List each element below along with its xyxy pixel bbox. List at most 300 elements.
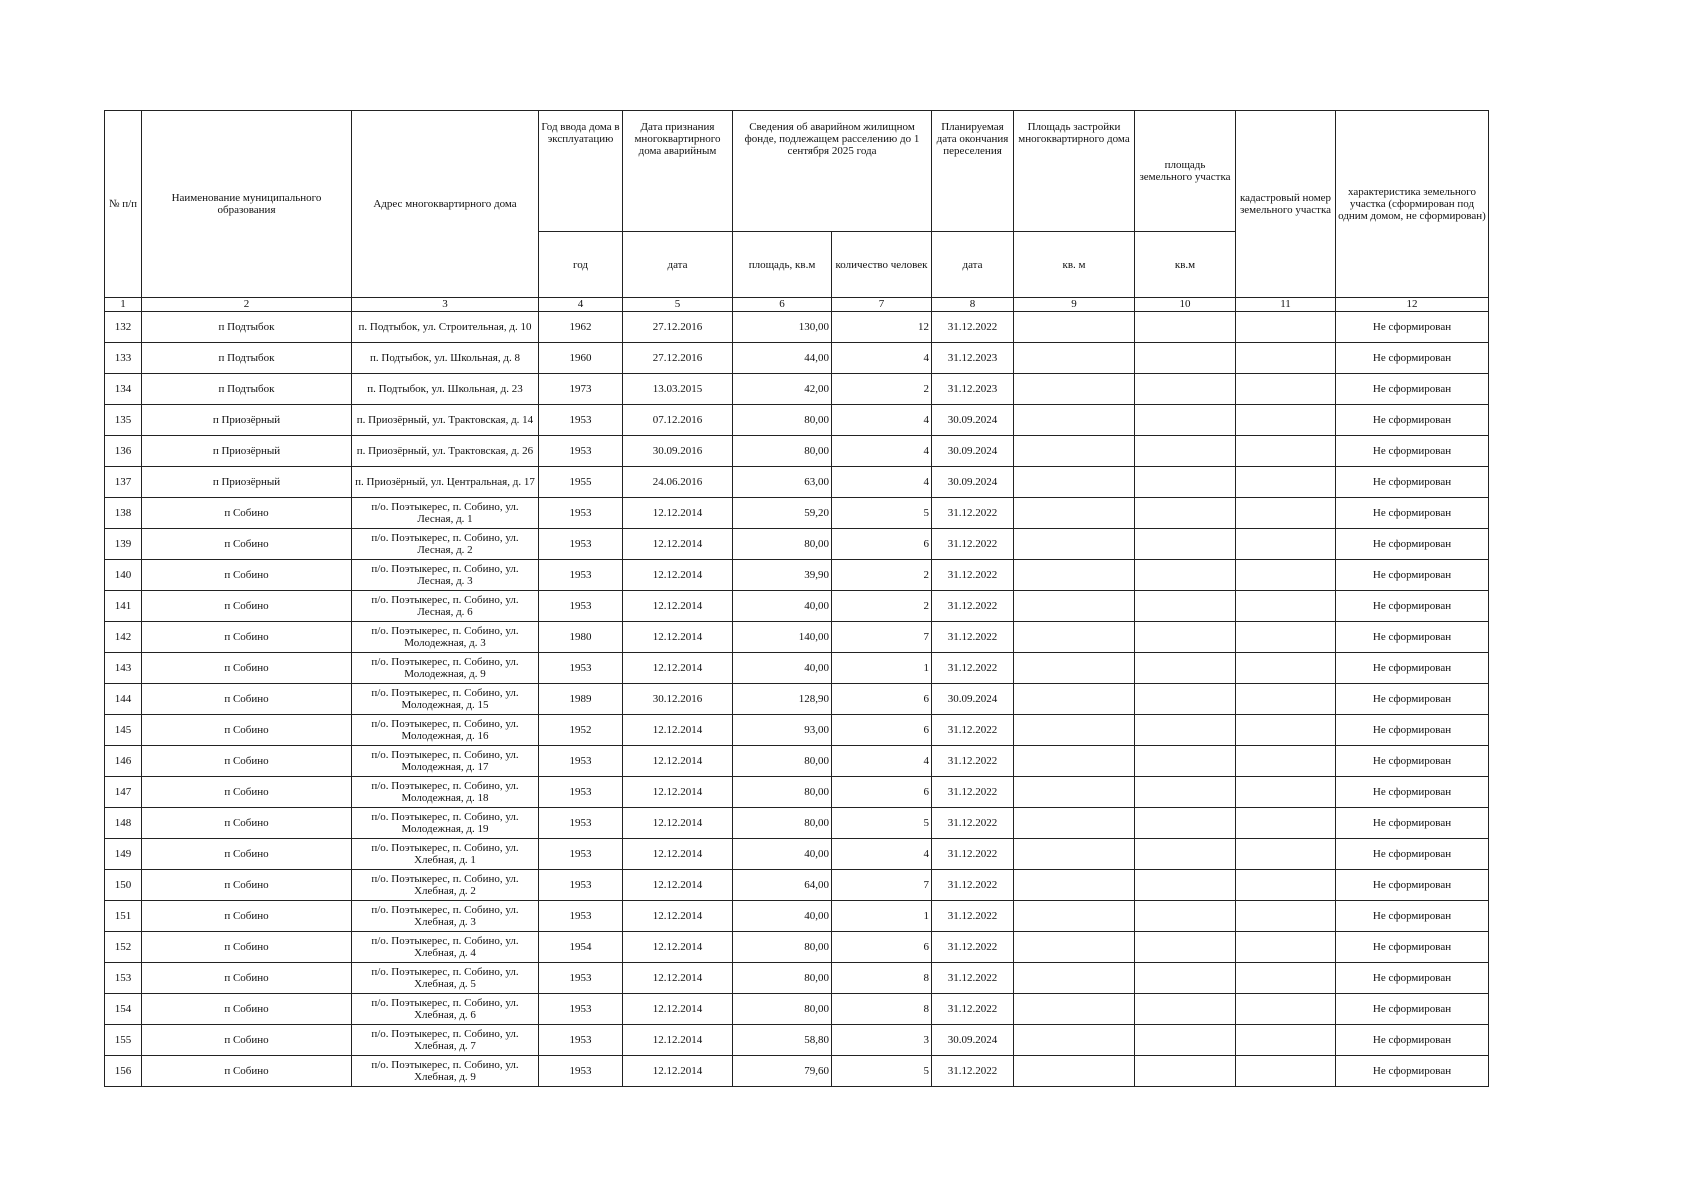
cell-index: 153 [105,963,142,994]
cell-land-area [1135,746,1236,777]
cell-municipality: п Приозёрный [142,467,352,498]
cell-land-characteristic: Не сформирован [1336,343,1489,374]
cell-address: п/о. Поэтыкерес, п. Собино, ул. Лесная, д. 3 [352,560,539,591]
cell-recognition-date: 12.12.2014 [623,963,733,994]
table-row [105,467,1489,498]
cell-planned-date: 31.12.2022 [932,839,1014,870]
cell-address: п/о. Поэтыкерес, п. Собино, ул. Молодежная, д. 17 [352,746,539,777]
cell-land-area [1135,839,1236,870]
cell-area: 40,00 [733,653,832,684]
cell-planned-date: 31.12.2022 [932,746,1014,777]
cell-address: п/о. Поэтыкерес, п. Собино, ул. Лесная, д. 2 [352,529,539,560]
cell-people: 1 [832,653,932,684]
cell-building-area [1014,684,1135,715]
cell-planned-date: 30.09.2024 [932,684,1014,715]
cell-planned-date: 31.12.2022 [932,777,1014,808]
cell-year: 1980 [539,622,623,653]
cell-land-characteristic: Не сформирован [1336,746,1489,777]
header-recognition-date: Дата признания многоквартирного дома аварийным [623,111,733,232]
cell-address: п/о. Поэтыкерес, п. Собино, ул. Хлебная, д. 9 [352,1056,539,1087]
column-number: 5 [623,298,733,312]
cell-land-characteristic: Не сформирован [1336,777,1489,808]
cell-land-characteristic: Не сформирован [1336,932,1489,963]
cell-recognition-date: 12.12.2014 [623,1025,733,1056]
table-row [105,715,1489,746]
cell-address: п/о. Поэтыкерес, п. Собино, ул. Молодежная, д. 9 [352,653,539,684]
cell-building-area [1014,932,1135,963]
cell-address: п/о. Поэтыкерес, п. Собино, ул. Хлебная, д. 7 [352,1025,539,1056]
cell-cadastral-number [1236,839,1336,870]
cell-recognition-date: 07.12.2016 [623,405,733,436]
cell-year: 1973 [539,374,623,405]
cell-index: 136 [105,436,142,467]
cell-address: п/о. Поэтыкерес, п. Собино, ул. Хлебная, д. 2 [352,870,539,901]
cell-planned-date: 31.12.2022 [932,622,1014,653]
cell-area: 130,00 [733,312,832,343]
subheader-year: год [539,232,623,298]
table-row [105,560,1489,591]
cell-municipality: п Собино [142,1025,352,1056]
cell-area: 128,90 [733,684,832,715]
cell-year: 1989 [539,684,623,715]
cell-municipality: п Собино [142,901,352,932]
cell-address: п/о. Поэтыкерес, п. Собино, ул. Молодежная, д. 3 [352,622,539,653]
cell-address: п. Подтыбок, ул. Школьная, д. 8 [352,343,539,374]
table-row [105,591,1489,622]
cell-cadastral-number [1236,715,1336,746]
cell-index: 137 [105,467,142,498]
cell-recognition-date: 12.12.2014 [623,653,733,684]
cell-address: п/о. Поэтыкерес, п. Собино, ул. Молодежная, д. 19 [352,808,539,839]
cell-recognition-date: 12.12.2014 [623,715,733,746]
column-number: 7 [832,298,932,312]
cell-year: 1953 [539,963,623,994]
cell-people: 8 [832,994,932,1025]
cell-land-area [1135,1056,1236,1087]
cell-recognition-date: 12.12.2014 [623,870,733,901]
cell-land-characteristic: Не сформирован [1336,622,1489,653]
cell-land-area [1135,467,1236,498]
header-address: Адрес многоквартирного дома [352,111,539,298]
header-municipality: Наименование муниципального образования [142,111,352,298]
cell-area: 58,80 [733,1025,832,1056]
cell-land-area [1135,622,1236,653]
cell-municipality: п Собино [142,1056,352,1087]
table-row [105,405,1489,436]
cell-year: 1960 [539,343,623,374]
cell-area: 93,00 [733,715,832,746]
cell-year: 1953 [539,901,623,932]
cell-index: 149 [105,839,142,870]
cell-recognition-date: 27.12.2016 [623,312,733,343]
cell-year: 1953 [539,560,623,591]
cell-land-characteristic: Не сформирован [1336,405,1489,436]
cell-land-characteristic: Не сформирован [1336,1056,1489,1087]
cell-planned-date: 31.12.2022 [932,560,1014,591]
cell-municipality: п Подтыбок [142,312,352,343]
cell-cadastral-number [1236,870,1336,901]
cell-municipality: п Собино [142,498,352,529]
cell-land-characteristic: Не сформирован [1336,1025,1489,1056]
cell-year: 1953 [539,1025,623,1056]
cell-planned-date: 31.12.2022 [932,1056,1014,1087]
cell-people: 2 [832,591,932,622]
cell-municipality: п Собино [142,746,352,777]
cell-recognition-date: 27.12.2016 [623,343,733,374]
cell-people: 6 [832,932,932,963]
header-land-characteristic: характеристика земельного участка (сформирован под одним домом, не сформирован) [1336,111,1489,298]
column-numbers-row [105,298,1489,312]
cell-land-characteristic: Не сформирован [1336,498,1489,529]
cell-address: п/о. Поэтыкерес, п. Собино, ул. Молодежная, д. 18 [352,777,539,808]
table-row [105,870,1489,901]
cell-address: п/о. Поэтыкерес, п. Собино, ул. Хлебная, д. 4 [352,932,539,963]
cell-municipality: п Собино [142,529,352,560]
cell-people: 12 [832,312,932,343]
cell-index: 156 [105,1056,142,1087]
header-index: № п/п [105,111,142,298]
cell-index: 147 [105,777,142,808]
cell-recognition-date: 12.12.2014 [623,746,733,777]
cell-people: 6 [832,715,932,746]
table-row [105,839,1489,870]
cell-building-area [1014,653,1135,684]
column-number: 8 [932,298,1014,312]
cell-planned-date: 30.09.2024 [932,467,1014,498]
cell-cadastral-number [1236,436,1336,467]
cell-year: 1954 [539,932,623,963]
cell-year: 1962 [539,312,623,343]
cell-people: 8 [832,963,932,994]
cell-people: 4 [832,436,932,467]
cell-planned-date: 31.12.2022 [932,901,1014,932]
cell-building-area [1014,808,1135,839]
cell-municipality: п Собино [142,684,352,715]
cell-people: 2 [832,374,932,405]
cell-year: 1953 [539,498,623,529]
cell-planned-date: 31.12.2022 [932,715,1014,746]
cell-area: 63,00 [733,467,832,498]
cell-recognition-date: 12.12.2014 [623,808,733,839]
cell-municipality: п Собино [142,622,352,653]
cell-address: п/о. Поэтыкерес, п. Собино, ул. Хлебная, д. 5 [352,963,539,994]
cell-index: 140 [105,560,142,591]
cell-address: п/о. Поэтыкерес, п. Собино, ул. Хлебная, д. 6 [352,994,539,1025]
cell-people: 1 [832,901,932,932]
cell-land-characteristic: Не сформирован [1336,963,1489,994]
cell-recognition-date: 12.12.2014 [623,498,733,529]
cell-building-area [1014,560,1135,591]
cell-cadastral-number [1236,343,1336,374]
cell-land-area [1135,932,1236,963]
cell-municipality: п Собино [142,808,352,839]
cell-building-area [1014,870,1135,901]
cell-address: п/о. Поэтыкерес, п. Собино, ул. Молодежная, д. 16 [352,715,539,746]
table-body [105,312,1489,1087]
cell-land-area [1135,901,1236,932]
cell-year: 1953 [539,839,623,870]
cell-land-area [1135,591,1236,622]
cell-cadastral-number [1236,746,1336,777]
cell-municipality: п Собино [142,777,352,808]
cell-municipality: п Приозёрный [142,436,352,467]
cell-index: 148 [105,808,142,839]
cell-building-area [1014,343,1135,374]
cell-planned-date: 31.12.2022 [932,312,1014,343]
cell-municipality: п Собино [142,839,352,870]
cell-land-area [1135,498,1236,529]
table-row [105,901,1489,932]
cell-planned-date: 30.09.2024 [932,1025,1014,1056]
cell-planned-date: 31.12.2023 [932,343,1014,374]
cell-municipality: п Собино [142,994,352,1025]
cell-cadastral-number [1236,684,1336,715]
cell-index: 134 [105,374,142,405]
cell-index: 138 [105,498,142,529]
cell-cadastral-number [1236,1025,1336,1056]
cell-index: 144 [105,684,142,715]
cell-municipality: п Подтыбок [142,343,352,374]
table-row [105,498,1489,529]
cell-area: 40,00 [733,839,832,870]
cell-municipality: п Собино [142,963,352,994]
cell-land-area [1135,343,1236,374]
cell-municipality: п Собино [142,870,352,901]
cell-area: 80,00 [733,994,832,1025]
cell-cadastral-number [1236,994,1336,1025]
table-row [105,932,1489,963]
cell-municipality: п Собино [142,653,352,684]
header-cadastral-number: кадастровый номер земельного участка [1236,111,1336,298]
cell-area: 59,20 [733,498,832,529]
cell-area: 80,00 [733,746,832,777]
header-land-area: площадь земельного участка [1135,111,1236,232]
cell-land-characteristic: Не сформирован [1336,901,1489,932]
cell-people: 5 [832,498,932,529]
cell-people: 7 [832,622,932,653]
cell-building-area [1014,901,1135,932]
cell-index: 154 [105,994,142,1025]
cell-area: 44,00 [733,343,832,374]
cell-address: п. Подтыбок, ул. Школьная, д. 23 [352,374,539,405]
cell-people: 4 [832,746,932,777]
cell-building-area [1014,467,1135,498]
cell-area: 80,00 [733,963,832,994]
header-emergency-fund: Сведения об аварийном жилищном фонде, подлежащем расселению до 1 сентября 2025 года [733,111,932,232]
table-row [105,436,1489,467]
column-number: 9 [1014,298,1135,312]
cell-planned-date: 31.12.2022 [932,932,1014,963]
cell-building-area [1014,994,1135,1025]
table-row [105,1025,1489,1056]
header-building-area: Площадь застройки многоквартирного дома [1014,111,1135,232]
cell-year: 1953 [539,870,623,901]
cell-cadastral-number [1236,498,1336,529]
subheader-area: площадь, кв.м [733,232,832,298]
cell-planned-date: 30.09.2024 [932,405,1014,436]
cell-municipality: п Собино [142,932,352,963]
cell-land-characteristic: Не сформирован [1336,684,1489,715]
cell-people: 6 [832,777,932,808]
cell-people: 7 [832,870,932,901]
cell-building-area [1014,839,1135,870]
cell-index: 150 [105,870,142,901]
cell-building-area [1014,436,1135,467]
table-row [105,1056,1489,1087]
cell-people: 3 [832,1025,932,1056]
table-row [105,808,1489,839]
cell-land-characteristic: Не сформирован [1336,591,1489,622]
cell-building-area [1014,591,1135,622]
cell-people: 6 [832,684,932,715]
cell-area: 42,00 [733,374,832,405]
cell-cadastral-number [1236,777,1336,808]
cell-area: 80,00 [733,808,832,839]
cell-address: п/о. Поэтыкерес, п. Собино, ул. Лесная, д. 6 [352,591,539,622]
cell-building-area [1014,715,1135,746]
cell-building-area [1014,498,1135,529]
cell-address: п. Приозёрный, ул. Трактовская, д. 14 [352,405,539,436]
cell-building-area [1014,374,1135,405]
cell-index: 139 [105,529,142,560]
column-number: 2 [142,298,352,312]
cell-area: 39,90 [733,560,832,591]
cell-cadastral-number [1236,963,1336,994]
cell-cadastral-number [1236,622,1336,653]
cell-building-area [1014,777,1135,808]
cell-cadastral-number [1236,1056,1336,1087]
cell-land-area [1135,436,1236,467]
cell-planned-date: 31.12.2022 [932,870,1014,901]
cell-cadastral-number [1236,901,1336,932]
cell-land-area [1135,715,1236,746]
cell-cadastral-number [1236,560,1336,591]
cell-planned-date: 31.12.2022 [932,529,1014,560]
cell-building-area [1014,1025,1135,1056]
cell-address: п/о. Поэтыкерес, п. Собино, ул. Лесная, д. 1 [352,498,539,529]
column-number: 10 [1135,298,1236,312]
cell-recognition-date: 30.09.2016 [623,436,733,467]
cell-recognition-date: 12.12.2014 [623,622,733,653]
cell-cadastral-number [1236,467,1336,498]
table-row [105,777,1489,808]
cell-cadastral-number [1236,808,1336,839]
cell-people: 5 [832,1056,932,1087]
cell-year: 1953 [539,994,623,1025]
cell-cadastral-number [1236,312,1336,343]
cell-land-characteristic: Не сформирован [1336,374,1489,405]
cell-cadastral-number [1236,653,1336,684]
cell-year: 1953 [539,777,623,808]
cell-recognition-date: 12.12.2014 [623,901,733,932]
cell-planned-date: 31.12.2022 [932,994,1014,1025]
cell-land-characteristic: Не сформирован [1336,808,1489,839]
cell-recognition-date: 12.12.2014 [623,529,733,560]
cell-address: п. Подтыбок, ул. Строительная, д. 10 [352,312,539,343]
cell-municipality: п Подтыбок [142,374,352,405]
cell-area: 80,00 [733,932,832,963]
cell-year: 1953 [539,591,623,622]
subheader-land-area-unit: кв.м [1135,232,1236,298]
cell-planned-date: 31.12.2022 [932,591,1014,622]
cell-land-area [1135,994,1236,1025]
cell-planned-date: 30.09.2024 [932,436,1014,467]
cell-people: 5 [832,808,932,839]
cell-planned-date: 31.12.2023 [932,374,1014,405]
cell-address: п. Приозёрный, ул. Центральная, д. 17 [352,467,539,498]
cell-area: 80,00 [733,529,832,560]
cell-cadastral-number [1236,529,1336,560]
cell-land-area [1135,963,1236,994]
cell-people: 4 [832,839,932,870]
cell-area: 40,00 [733,901,832,932]
column-number: 11 [1236,298,1336,312]
cell-land-characteristic: Не сформирован [1336,467,1489,498]
cell-index: 155 [105,1025,142,1056]
cell-index: 152 [105,932,142,963]
cell-index: 133 [105,343,142,374]
cell-land-area [1135,560,1236,591]
column-number: 1 [105,298,142,312]
cell-recognition-date: 12.12.2014 [623,591,733,622]
cell-recognition-date: 12.12.2014 [623,777,733,808]
cell-building-area [1014,746,1135,777]
cell-year: 1953 [539,405,623,436]
cell-index: 151 [105,901,142,932]
table-row [105,994,1489,1025]
table-row [105,963,1489,994]
cell-area: 64,00 [733,870,832,901]
cell-land-area [1135,808,1236,839]
cell-index: 141 [105,591,142,622]
cell-index: 135 [105,405,142,436]
cell-planned-date: 31.12.2022 [932,653,1014,684]
cell-index: 143 [105,653,142,684]
cell-address: п/о. Поэтыкерес, п. Собино, ул. Хлебная, д. 1 [352,839,539,870]
cell-building-area [1014,1056,1135,1087]
column-number: 4 [539,298,623,312]
cell-area: 80,00 [733,436,832,467]
subheader-building-area-unit: кв. м [1014,232,1135,298]
cell-recognition-date: 30.12.2016 [623,684,733,715]
cell-cadastral-number [1236,374,1336,405]
cell-building-area [1014,312,1135,343]
cell-land-characteristic: Не сформирован [1336,870,1489,901]
cell-land-characteristic: Не сформирован [1336,560,1489,591]
table-row [105,684,1489,715]
cell-index: 132 [105,312,142,343]
cell-year: 1952 [539,715,623,746]
subheader-people: количество человек [832,232,932,298]
cell-building-area [1014,405,1135,436]
table-row [105,653,1489,684]
cell-year: 1953 [539,808,623,839]
table-row [105,374,1489,405]
cell-recognition-date: 12.12.2014 [623,839,733,870]
cell-municipality: п Собино [142,560,352,591]
cell-land-area [1135,312,1236,343]
cell-address: п. Приозёрный, ул. Трактовская, д. 26 [352,436,539,467]
cell-land-characteristic: Не сформирован [1336,715,1489,746]
cell-recognition-date: 13.03.2015 [623,374,733,405]
cell-area: 80,00 [733,405,832,436]
cell-area: 40,00 [733,591,832,622]
cell-land-area [1135,1025,1236,1056]
cell-recognition-date: 12.12.2014 [623,994,733,1025]
cell-area: 80,00 [733,777,832,808]
cell-people: 2 [832,560,932,591]
cell-planned-date: 31.12.2022 [932,963,1014,994]
